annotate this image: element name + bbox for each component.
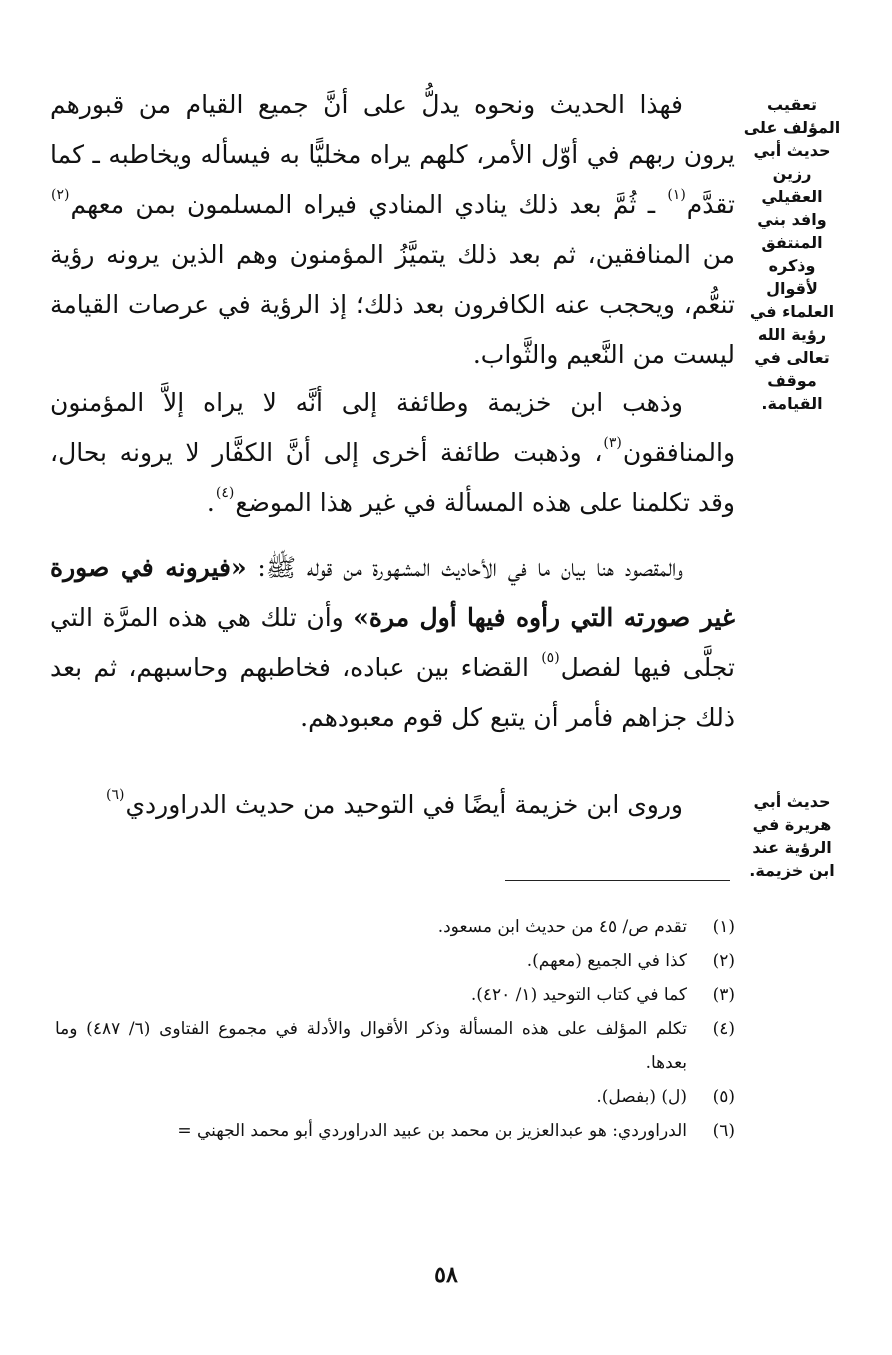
paragraph-4 (50, 780, 735, 830)
footnote-text: تقدم ص/ ٤٥ من حديث ابن مسعود. (437, 917, 687, 937)
margin-note-2: حديث أبي هريرة في الرؤية عند ابن خزيمة. (749, 792, 835, 880)
footnote-ref-6[interactable]: (٦) (105, 787, 125, 803)
footnote-number: (٦) (712, 1121, 735, 1141)
footnote-number: (٢) (712, 951, 735, 971)
footnote-separator (505, 880, 730, 881)
footnote-ref-3[interactable]: (٣) (603, 435, 622, 451)
footnote-text: كذا في الجميع (معهم). (526, 951, 687, 971)
paragraph-1 (50, 80, 735, 380)
paragraph-2-text-b: ، وذهبت طائفة أخرى إلى أنَّ الكفَّار لا يرونه بحال، وقد تكلمنا على هذه المسألة في غير هذا الموضع (50, 438, 735, 517)
footnote-item (55, 978, 735, 1012)
footnote-item (55, 1114, 735, 1148)
footnote-ref-4[interactable]: (٤) (215, 485, 235, 501)
paragraph-2-text-a: وذهب ابن خزيمة وطائفة إلى أنَّه لا يراه إلاَّ المؤمنون والمنافقون (50, 388, 736, 467)
footnote-number: (٥) (712, 1087, 735, 1107)
footnotes-list (55, 910, 735, 1148)
footnote-item (55, 1012, 735, 1080)
paragraph-1-text-a: فهذا الحديث ونحوه يدلُّ على أنَّ جميع القيام من قبورهم يرون ربهم في أوّل الأمر، كلهم يراه مخليًّا به فيسأله ويخاطبه ـ كما تقدَّم (50, 90, 735, 219)
hadith-quote: «فيرونه في صورة غير صورته التي رأوه فيها أول مرة» (50, 553, 735, 632)
footnote-number: (٣) (712, 985, 735, 1005)
footnote-ref-2[interactable]: (٢) (51, 187, 70, 203)
footnote-item (55, 910, 735, 944)
margin-note-1: تعقيب المؤلف على حديث أبي رزين العقيلي وافد بني المنتفق وذكره لأقوال العلماء في رؤية الله تعالى في موقف القيامة. (743, 95, 841, 413)
paragraph-3-text-b: وأن تلك هي هذه المرَّة التي تجلَّى فيها لفصل (50, 603, 735, 682)
paragraph-3-text-a: والمقصود هنا بيان ما في الأحاديث المشهورة من قوله ﷺ: (246, 553, 683, 582)
paragraph-3-text-c: القضاء بين عباده، فخاطبهم وحاسبهم، ثم بعد ذلك جزاهم فأمر أن يتبع كل قوم معبودهم. (50, 653, 735, 732)
footnote-number: (٤) (712, 1019, 735, 1039)
footnote-text: كما في كتاب التوحيد (١/ ٤٢٠). (470, 985, 687, 1005)
paragraph-2-text-c: . (206, 488, 215, 517)
paragraph-4-text-a: وروى ابن خزيمة أيضًا في التوحيد من حديث الدراوردي (125, 790, 683, 819)
paragraph-3 (50, 543, 735, 743)
footnote-number: (١) (712, 917, 735, 937)
footnote-text: تكلم المؤلف على هذه المسألة وذكر الأقوال والأدلة في مجموع الفتاوى (٦/ ٤٨٧) وما بعدها. (55, 1019, 687, 1073)
paragraph-1-text-b: ـ ثُمَّ بعد ذلك ينادي المنادي فيراه المسلمون بمن معهم (70, 190, 667, 219)
paragraph-2 (50, 378, 735, 528)
footnote-ref-5[interactable]: (٥) (541, 650, 560, 666)
paragraph-1-text-c: من المنافقين، ثم بعد ذلك يتميَّزُ المؤمنون وهم الذين يرونه رؤية تنعُّم، ويحجب عنه الكافرون بعد ذلك؛ إذ الرؤية في عرصات القيامة ليست من النَّعيم والثَّواب. (50, 240, 735, 369)
page-number: ٥٨ (434, 1262, 458, 1288)
footnote-item (55, 1080, 735, 1114)
footnote-text: الدراوردي: هو عبدالعزيز بن محمد بن عبيد الدراوردي أبو محمد الجهني = (177, 1121, 687, 1141)
footnote-text: (ل) (بفصل). (596, 1087, 687, 1107)
footnote-item (55, 944, 735, 978)
footnote-ref-1[interactable]: (١) (667, 187, 686, 203)
